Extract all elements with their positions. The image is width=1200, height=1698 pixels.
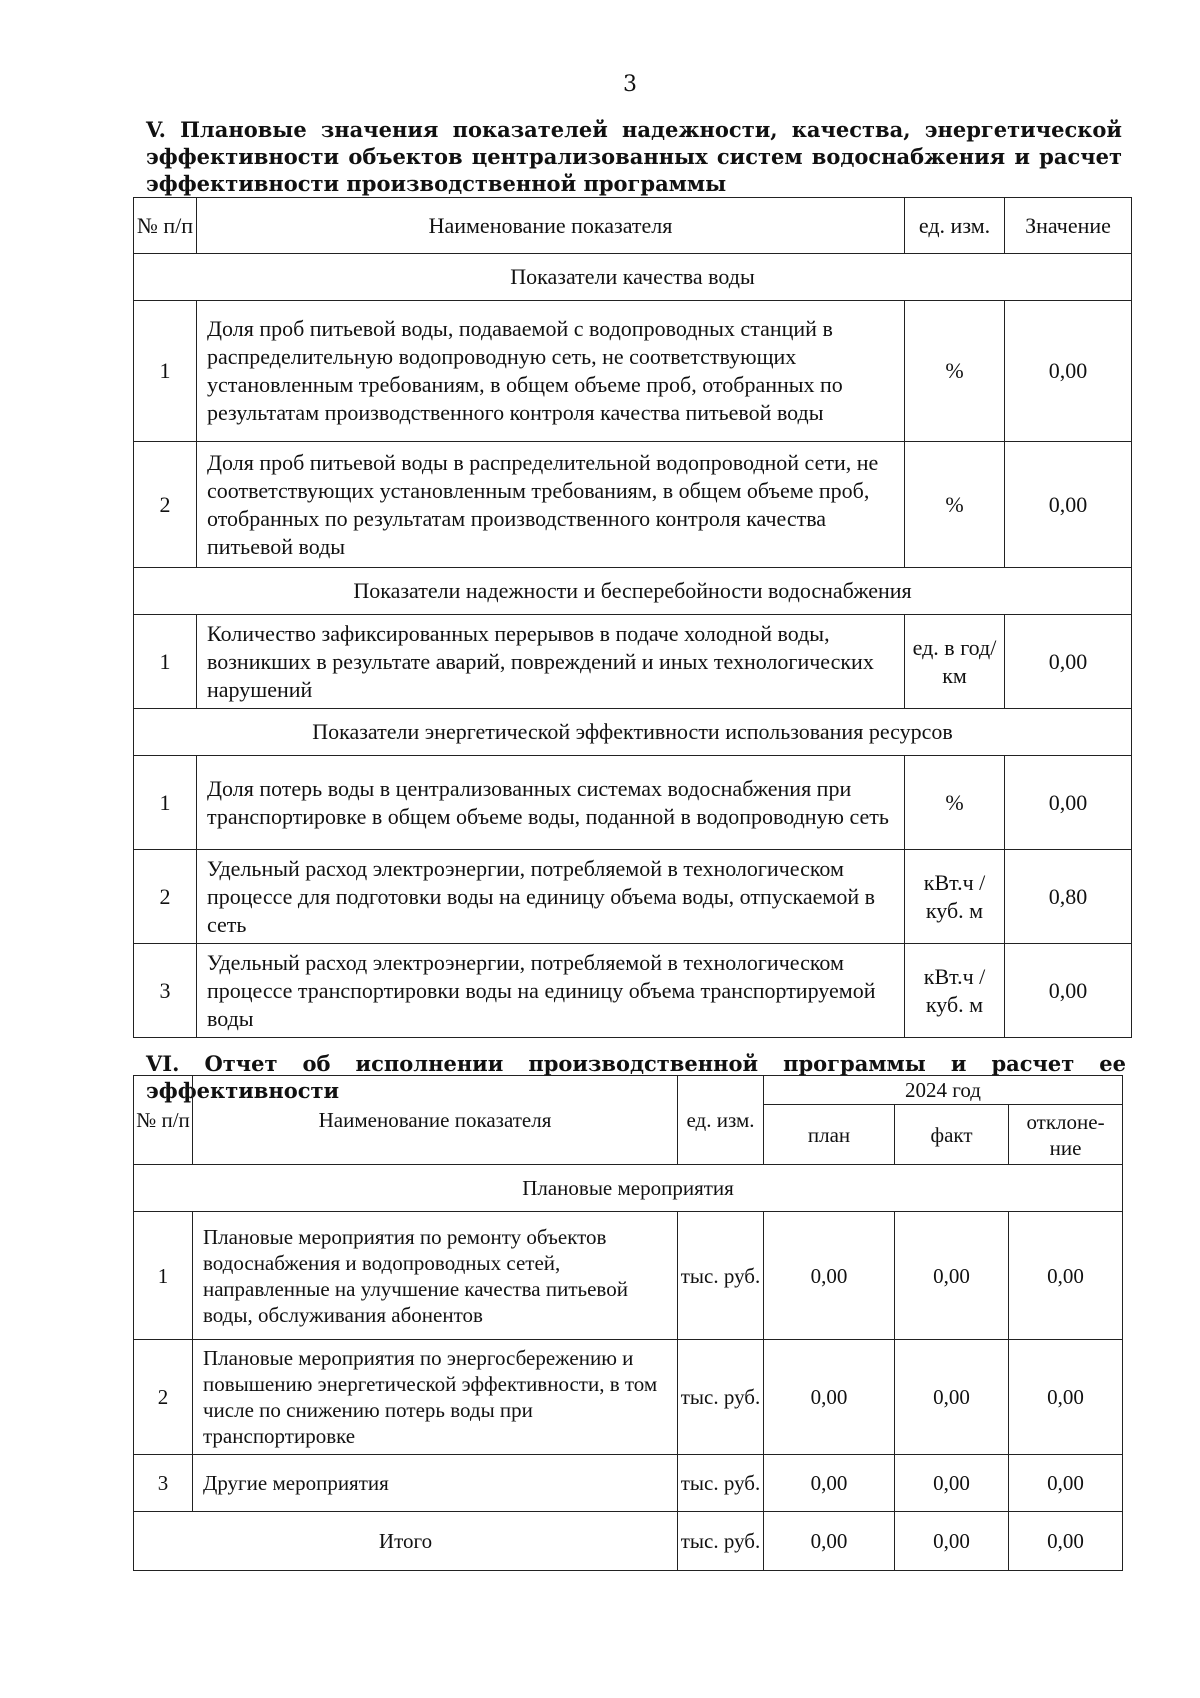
row-name: Плановые мероприятия по энергосбережению и повышению энергетической эффективности, в том числе по снижению потерь воды при транспортировке <box>193 1340 678 1455</box>
table-row <box>134 615 1132 709</box>
header-name: Наименование показателя <box>193 1076 678 1165</box>
group-title: Показатели качества воды <box>134 254 1132 301</box>
row-num: 2 <box>134 1340 193 1455</box>
row-name: Удельный расход электроэнергии, потребляемой в технологическом процессе транспортировки воды на единицу объема транспортируемой воды <box>197 944 905 1038</box>
header-fact: факт <box>895 1105 1009 1165</box>
row-deviation: 0,00 <box>1009 1212 1123 1340</box>
row-fact: 0,00 <box>895 1212 1009 1340</box>
row-value: 0,00 <box>1005 301 1132 442</box>
total-label: Итого <box>134 1512 678 1571</box>
row-unit: кВт.ч / куб. м <box>905 850 1005 944</box>
header-plan: план <box>764 1105 895 1165</box>
row-fact: 0,00 <box>895 1455 1009 1512</box>
row-fact: 0,00 <box>895 1340 1009 1455</box>
total-plan: 0,00 <box>764 1512 895 1571</box>
table-header-row <box>134 1076 1123 1105</box>
row-plan: 0,00 <box>764 1212 895 1340</box>
row-unit: ед. в год/ км <box>905 615 1005 709</box>
table-row <box>134 756 1132 850</box>
header-unit: ед. изм. <box>905 198 1005 254</box>
row-name: Плановые мероприятия по ремонту объектов водоснабжения и водопроводных сетей, направленные на улучшение качества питьевой воды, обслуживания абонентов <box>193 1212 678 1340</box>
table-header-row <box>134 198 1132 254</box>
total-row <box>134 1512 1123 1571</box>
group-title: Показатели энергетической эффективности использования ресурсов <box>134 709 1132 756</box>
quality-indicators-table <box>133 197 1132 1038</box>
group-row <box>134 709 1132 756</box>
row-unit: тыс. руб. <box>678 1340 764 1455</box>
row-num: 1 <box>134 615 197 709</box>
header-name: Наименование показателя <box>197 198 905 254</box>
total-fact: 0,00 <box>895 1512 1009 1571</box>
header-value: Значение <box>1005 198 1132 254</box>
table-row <box>134 442 1132 568</box>
row-name: Доля проб питьевой воды в распределительной водопроводной сети, не соответствующих установленным требованиям, в общем объеме проб, отобранных по результатам производственного контроля качества питьевой воды <box>197 442 905 568</box>
row-num: 2 <box>134 442 197 568</box>
group-title: Показатели надежности и бесперебойности водоснабжения <box>134 568 1132 615</box>
row-num: 3 <box>134 944 197 1038</box>
group-row <box>134 568 1132 615</box>
row-num: 3 <box>134 1455 193 1512</box>
section-5-title: V. Плановые значения показателей надежности, качества, энергетической эффективности объектов централизованных систем водоснабжения и расчет эффективности производственной программы <box>146 117 1122 196</box>
row-value: 0,80 <box>1005 850 1132 944</box>
table-row <box>134 1212 1123 1340</box>
row-value: 0,00 <box>1005 615 1132 709</box>
header-unit: ед. изм. <box>678 1076 764 1165</box>
row-num: 1 <box>134 1212 193 1340</box>
program-report-table <box>133 1075 1123 1571</box>
total-deviation: 0,00 <box>1009 1512 1123 1571</box>
group-row <box>134 1165 1123 1212</box>
table-row <box>134 301 1132 442</box>
section-6-title: VI. Отчет об исполнении производственной программы и расчет ее эффективности <box>146 1051 1126 1103</box>
row-name: Доля проб питьевой воды, подаваемой с водопроводных станций в распределительную водопроводную сеть, не соответствующих установленным требованиям, в общем объеме проб, отобранных по результатам производственного контроля качества питьевой воды <box>197 301 905 442</box>
total-unit: тыс. руб. <box>678 1512 764 1571</box>
row-num: 2 <box>134 850 197 944</box>
header-deviation: отклоне- ние <box>1009 1105 1123 1165</box>
group-row <box>134 254 1132 301</box>
header-year: 2024 год <box>764 1076 1123 1105</box>
row-plan: 0,00 <box>764 1455 895 1512</box>
header-num: № п/п <box>134 198 197 254</box>
row-unit: тыс. руб. <box>678 1455 764 1512</box>
table-row <box>134 1340 1123 1455</box>
row-name: Другие мероприятия <box>193 1455 678 1512</box>
row-unit: % <box>905 756 1005 850</box>
page-number: 3 <box>623 72 637 97</box>
row-value: 0,00 <box>1005 944 1132 1038</box>
row-name: Доля потерь воды в централизованных системах водоснабжения при транспортировке в общем объеме воды, поданной в водопроводную сеть <box>197 756 905 850</box>
row-value: 0,00 <box>1005 756 1132 850</box>
row-num: 1 <box>134 756 197 850</box>
row-value: 0,00 <box>1005 442 1132 568</box>
row-deviation: 0,00 <box>1009 1340 1123 1455</box>
row-plan: 0,00 <box>764 1340 895 1455</box>
table-row <box>134 850 1132 944</box>
table-row <box>134 944 1132 1038</box>
row-name: Удельный расход электроэнергии, потребляемой в технологическом процессе для подготовки воды на единицу объема воды, отпускаемой в сеть <box>197 850 905 944</box>
header-num: № п/п <box>134 1076 193 1165</box>
table-row <box>134 1455 1123 1512</box>
group-title: Плановые мероприятия <box>134 1165 1123 1212</box>
row-unit: % <box>905 442 1005 568</box>
row-unit: кВт.ч / куб. м <box>905 944 1005 1038</box>
row-num: 1 <box>134 301 197 442</box>
row-deviation: 0,00 <box>1009 1455 1123 1512</box>
row-name: Количество зафиксированных перерывов в подаче холодной воды, возникших в результате аварий, повреждений и иных технологических нарушений <box>197 615 905 709</box>
row-unit: % <box>905 301 1005 442</box>
row-unit: тыс. руб. <box>678 1212 764 1340</box>
